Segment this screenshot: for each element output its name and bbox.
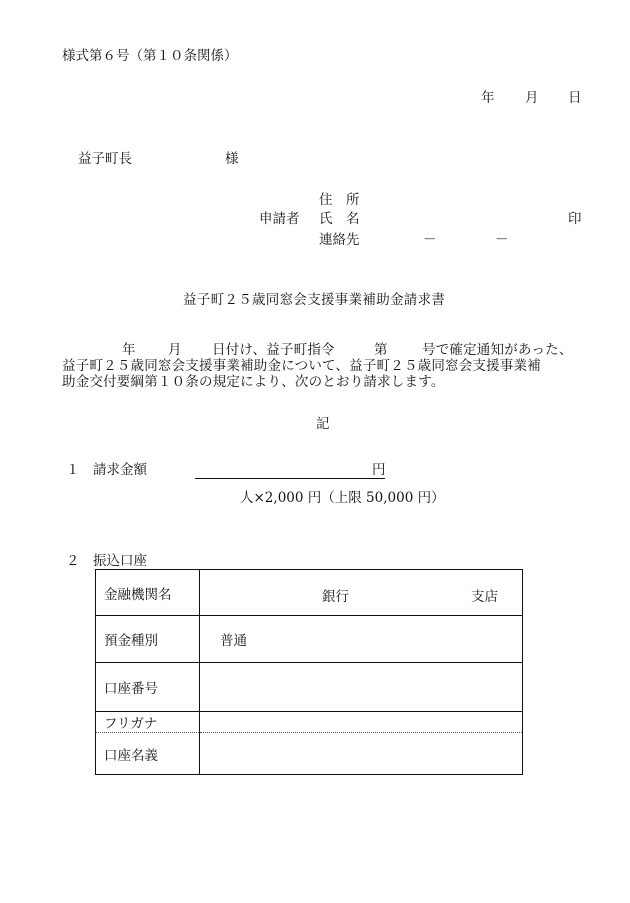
- account-number-label: 口座番号: [96, 663, 200, 712]
- furigana-cell[interactable]: [200, 712, 523, 733]
- account-number-cell[interactable]: [200, 663, 523, 712]
- date-day-label: 日: [568, 90, 582, 106]
- table-row-furigana: [96, 712, 523, 733]
- seal-mark: 印: [568, 211, 582, 227]
- item-1-label: 請求金額: [93, 462, 147, 478]
- table-row-holder: [96, 733, 523, 775]
- body-paragraph: [62, 342, 582, 390]
- amount-note: 人×2,000 円（上限 50,000 円）: [240, 490, 445, 506]
- document-title: 益子町２５歳同窓会支援事業補助金請求書: [183, 292, 446, 308]
- deposit-type-value: 普通: [220, 633, 247, 649]
- branch-suffix: 支店: [471, 589, 498, 605]
- date-month-label: 月: [525, 90, 539, 106]
- bank-suffix: 銀行: [322, 589, 349, 605]
- body-line-3: 助金交付要綱第１０条の規定により、次のとおり請求します。: [62, 374, 445, 390]
- item-2-number: ２: [66, 553, 80, 569]
- form-number: 様式第６号（第１０条関係）: [62, 48, 238, 64]
- item-2-label: 振込口座: [93, 553, 147, 569]
- contact-dash-2: －: [495, 232, 509, 248]
- bank-account-table: [95, 569, 523, 775]
- body-end: 号で確定通知があった、: [422, 342, 573, 358]
- addressee-name: 益子町長: [78, 151, 132, 167]
- amount-unit: 円: [372, 462, 386, 478]
- table-row-type: [96, 616, 523, 663]
- amount-blank-line[interactable]: [195, 478, 385, 479]
- account-holder-cell[interactable]: [200, 733, 523, 775]
- deposit-type-label: 預金種別: [96, 616, 200, 663]
- furigana-label: フリガナ: [96, 712, 200, 733]
- applicant-label: 申請者: [259, 211, 300, 227]
- address-label: 住 所: [319, 192, 360, 208]
- body-month: 月: [168, 342, 182, 358]
- bank-name-cell[interactable]: [200, 570, 523, 616]
- body-text-1: 日付け、益子町指令: [212, 342, 335, 358]
- body-dai: 第: [374, 342, 388, 358]
- body-line-2: 益子町２５歳同窓会支援事業補助金について、益子町２５歳同窓会支援事業補: [62, 358, 541, 374]
- name-label: 氏 名: [319, 211, 360, 227]
- contact-dash-1: －: [423, 232, 437, 248]
- table-row-account-number: [96, 663, 523, 712]
- body-year: 年: [122, 342, 136, 358]
- contact-label: 連絡先: [319, 232, 360, 248]
- ki-mark: 記: [316, 416, 330, 432]
- date-year-label: 年: [481, 90, 495, 106]
- deposit-type-cell[interactable]: [200, 616, 523, 663]
- bank-name-label: 金融機関名: [96, 570, 200, 616]
- item-1-number: １: [66, 462, 80, 478]
- addressee-honorific: 様: [225, 151, 239, 167]
- account-holder-label: 口座名義: [96, 733, 200, 775]
- table-row-bank: [96, 570, 523, 616]
